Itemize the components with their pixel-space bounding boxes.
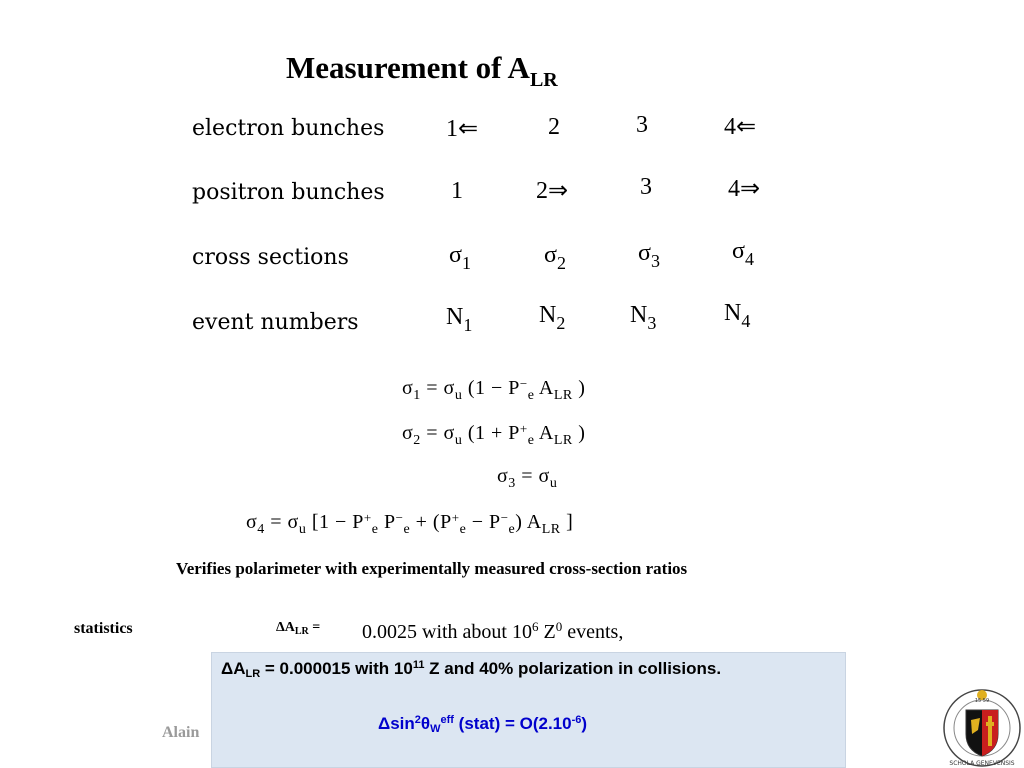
- footer-author: Alain: [162, 724, 200, 741]
- row-label-event-numbers: event numbers: [192, 310, 359, 335]
- table-cell: 4⇐: [724, 114, 757, 140]
- table-cell: $\sigma_4$: [732, 238, 754, 269]
- university-seal-logo: [940, 686, 1024, 768]
- row-label-positron-bunches: positron bunches: [192, 180, 385, 205]
- equation-sigma4: $\sigma_4 = \sigma_u$ [$1 - P^+_e$ $P^-_e + (P^+_e - P^-_e)$ $A_{LR}$ ]: [246, 510, 574, 537]
- slide-title: Measurement of $A_{LR}$: [286, 50, 558, 91]
- table-cell: 4⇒: [728, 176, 761, 202]
- row-label-electron-bunches: electron bunches: [192, 116, 385, 141]
- equation-sigma1: $\sigma_1 = \sigma_u$ ($1 - P^-_e$ $A_{LR}$ ): [402, 376, 586, 403]
- table-cell: 2⇒: [536, 178, 569, 204]
- svg-text:SCHOLA GENEVENSIS: SCHOLA GENEVENSIS: [949, 760, 1015, 767]
- table-cell: $N_4$: [724, 300, 751, 331]
- equation-sigma2: $\sigma_2 = \sigma_u$ ($1 + P^+_e$ $A_{LR}$ ): [402, 421, 586, 448]
- table-cell: 3: [636, 112, 648, 138]
- table-cell: 3: [640, 174, 652, 200]
- caption-polarimeter: Verifies polarimeter with experimentally measured cross-section ratios: [176, 559, 688, 578]
- equation-sigma3: $\sigma_3 = \sigma_u$: [497, 465, 558, 491]
- table-cell: $N_3$: [630, 302, 657, 333]
- delta-alr-label: $\Delta A_{LR}$ =: [276, 620, 321, 637]
- table-cell: $N_2$: [539, 302, 566, 333]
- row-label-cross-sections: cross sections: [192, 245, 349, 270]
- statistics-value: 0.0025 with about $10^6$ $Z^0$ events,: [362, 619, 624, 643]
- statistics-label: statistics: [74, 620, 133, 637]
- table-cell: $N_1$: [446, 304, 473, 335]
- svg-text:15 59: 15 59: [974, 698, 990, 704]
- table-cell: 1⇐: [446, 116, 479, 142]
- table-cell: $\sigma_3$: [638, 240, 660, 271]
- table-cell: 2: [548, 114, 560, 140]
- highlight-line-precision: $\Delta A_{LR} = 0.000015$ with $10^{11}$ Z and 40% polarization in collisions.: [221, 659, 722, 680]
- table-cell: 1: [451, 178, 463, 204]
- table-cell: $\sigma_1$: [449, 242, 471, 273]
- table-cell: $\sigma_2$: [544, 242, 566, 273]
- highlight-line-sin2theta: $\Delta\sin^2\theta_W^{eff}$ (stat) = $O(2.10^{-6})$: [378, 714, 588, 735]
